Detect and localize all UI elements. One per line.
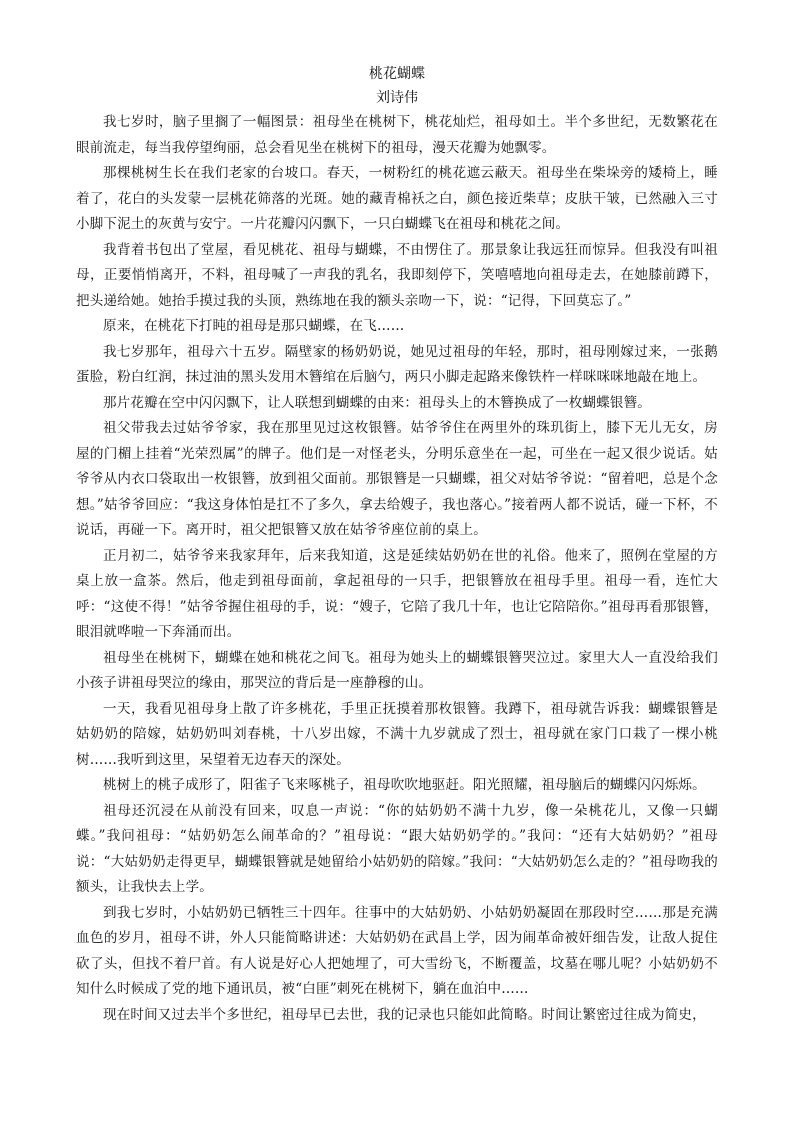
paragraph: 原来，在桃花下打盹的祖母是那只蝴蝶，在飞…… — [103, 318, 405, 334]
paragraph: 祖父带我去过姑爷爷家，我在那里见过这枚银簪。姑爷爷住在两里外的珠玑街上，膝下无儿无女，房屋的门楣上挂着“光荣烈属”的牌子。他们是一对怪老头，分明乐意坐在一起，可坐在一起又很少说话。姑爷爷从内衣口袋取出一枚银簪，放到祖父面前。那银簪是一只蝴蝶，祖父对姑爷爷说：“留着吧，总是个念想。”姑爷爷回应：“我这身体怕是扛不了多久，拿去给嫂子，我也落心。”接着两人都不说话，碰一下杯，不说话，再碰一下。离开时，祖父把银簪又放在姑爷爷座位前的桌上。 — [76, 420, 718, 538]
paragraph: 桃树上的桃子成形了，阳雀子飞来啄桃子，祖母吹吹地驱赶。阳光照耀，祖母脑后的蝴蝶闪闪烁烁。 — [103, 777, 706, 793]
paragraph: 那棵桃树生长在我们老家的台坡口。春天，一树粉红的桃花遮云蔽天。祖母坐在柴垛旁的矮椅上，睡着了，花白的头发蒙一层桃花筛落的光斑。她的藏青棉袄之白，颜色接近柴草；皮肤干皱，已然融入三寸小脚下泥土的灰黄与安宁。一片花瓣闪闪飘下，一只白蝴蝶飞在祖母和桃花之间。 — [76, 165, 718, 232]
paragraph: 一天，我看见祖母身上散了许多桃花，手里正抚摸着那枚银簪。我蹲下，祖母就告诉我：蝴蝶银簪是姑奶奶的陪嫁，姑奶奶叫刘春桃，十八岁出嫁，不满十九岁就成了烈士，祖母就在家门口栽了一棵小桃树……我听到这里，呆望着无边春天的深处。 — [76, 700, 718, 768]
paragraph: 祖母还沉浸在从前没有回来，叹息一声说：“你的姑奶奶不满十九岁，像一朵桃花儿，又像一只蝴蝶。”我问祖母：“姑奶奶怎么闹革命的？”祖母说：“跟大姑奶奶学的。”我问：“还有大姑奶奶？”祖母说：“大姑奶奶走得更早，蝴蝶银簪就是她留给小姑奶奶的陪嫁。”我问：“大姑奶奶怎么走的？”祖母吻我的额头，让我快去上学。 — [76, 802, 718, 895]
paragraph: 到我七岁时，小姑奶奶已牺牲三十四年。往事中的大姑奶奶、小姑奶奶凝固在那段时空……那是充满血色的岁月，祖母不讲，外人只能简略讲述：大姑奶奶在武昌上学，因为闹革命被奸细告发，让敌人捉住砍了头，但找不着尸首。有人说是好心人把她埋了，可大雪纷飞，不断覆盖，坟墓在哪儿呢？小姑奶奶不知什么时候成了党的地下通讯员，被“白匪”刺死在桃树下，躺在血泊中…… — [76, 904, 718, 997]
article-title: 桃花蝴蝶 — [369, 66, 425, 82]
paragraph: 正月初二，姑爷爷来我家拜年，后来我知道，这是延续姑奶奶在世的礼俗。他来了，照例在堂屋的方桌上放一盒茶。然后，他走到祖母面前，拿起祖母的一只手，把银簪放在祖母手里。祖母一看，连忙大呼：“这使不得！”姑爷爷握住祖母的手，说：“嫂子，它陪了我几十年，也让它陪陪你。”祖母再看那银簪，眼泪就哗啦一下奔涌而出。 — [76, 547, 718, 640]
article-author: 刘诗伟 — [376, 90, 418, 106]
paragraph: 我背着书包出了堂屋，看见桃花、祖母与蝴蝶，不由愣住了。那景象让我远狂而惊异。但我没有叫祖母，正要悄悄离开，不料，祖母喊了一声我的乳名，我即刻停下，笑嘻嘻地向祖母走去，在她膝前蹲下，把头递给她。她抬手摸过我的头顶，熟练地在我的额头亲吻一下，说：“记得，下回莫忘了。” — [76, 241, 718, 309]
paragraph: 我七岁时，脑子里搁了一幅图景：祖母坐在桃树下，桃花灿烂，祖母如土。半个多世纪，无数繁花在眼前流走，每当我停望绚丽，总会看见坐在桃树下的祖母，漫天花瓣为她飘零。 — [76, 114, 718, 156]
paragraph: 祖母坐在桃树下，蝴蝶在她和桃花之间飞。祖母为她头上的蝴蝶银簪哭泣过。家里大人一直没给我们小孩子讲祖母哭泣的缘由，那哭泣的背后是一座静穆的山。 — [76, 649, 718, 691]
paragraph: 那片花瓣在空中闪闪飘下，让人联想到蝴蝶的由来：祖母头上的木簪换成了一枚蝴蝶银簪。 — [103, 394, 651, 411]
paragraph: 现在时间又过去半个多世纪，祖母早已去世，我的记录也只能如此简略。时间让繁密过往成为简史， — [103, 1006, 706, 1023]
paragraph: 我七岁那年，祖母六十五岁。隔壁家的杨奶奶说，她见过祖母的年轻，那时，祖母刚嫁过来，一张鹅蛋脸，粉白红润，抹过油的黑头发用木簪绾在后脑勺，两只小脚走起路来像铁杵一样咪咪咪地敲在地上。 — [76, 343, 718, 385]
